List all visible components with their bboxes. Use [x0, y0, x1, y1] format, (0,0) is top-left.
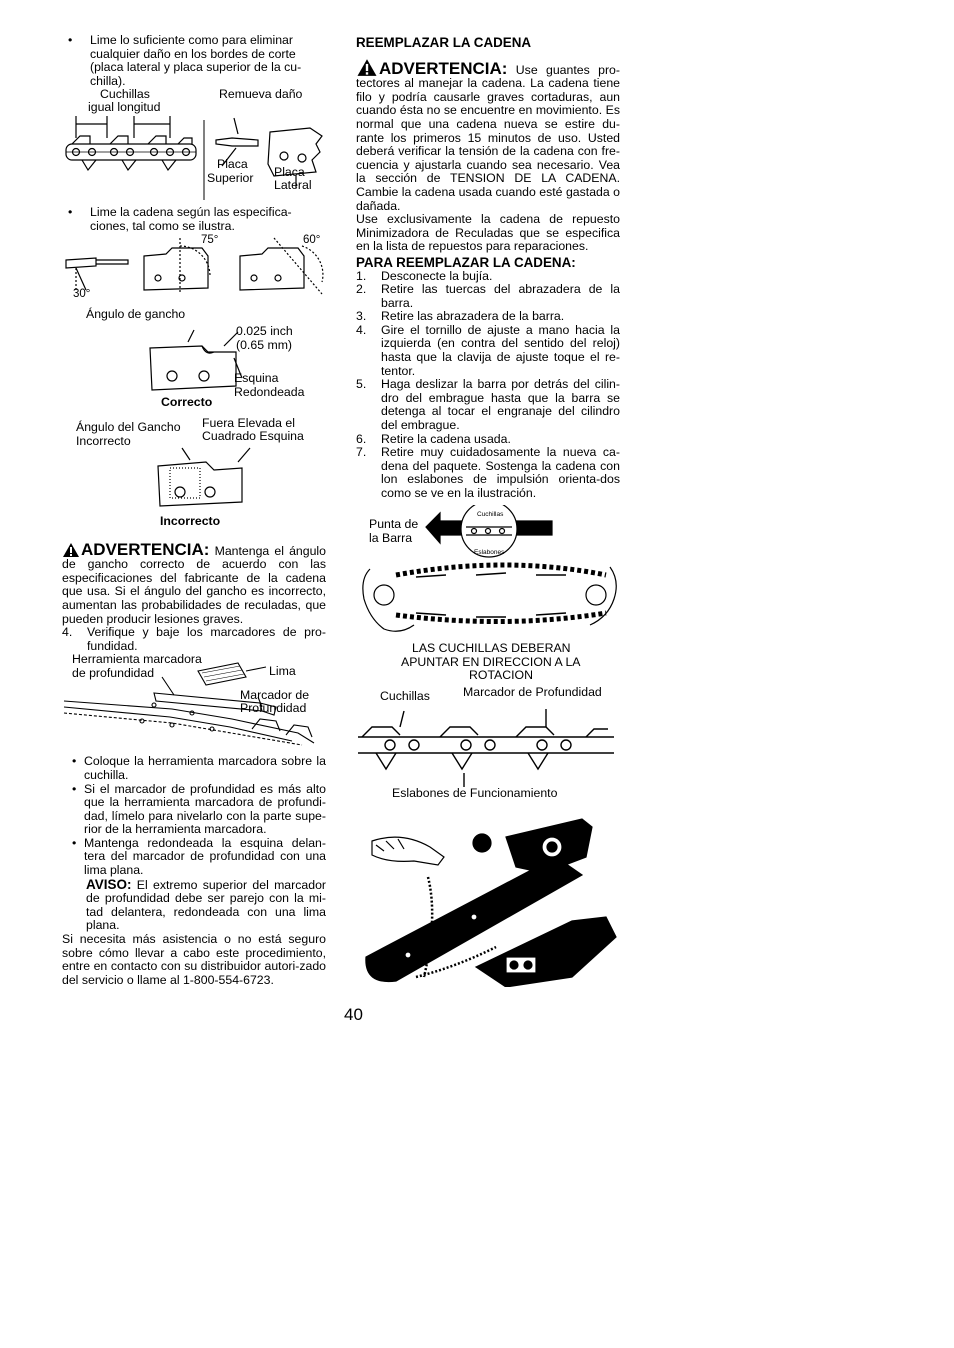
step-2: [356, 283, 620, 310]
step-number: 7.: [356, 445, 367, 460]
label-herramienta-2: de profundidad: [72, 666, 155, 681]
label-placa-lateral-1: Placa: [274, 165, 305, 180]
bullet-mark: •: [68, 33, 73, 47]
label-angle-30: 30°: [73, 287, 91, 300]
right-column: [356, 36, 620, 987]
step-6: [356, 433, 620, 447]
step-1: [356, 270, 620, 284]
sub-bullet-text: Coloque la herramienta marcadora sobre la cuchilla.: [84, 754, 326, 782]
step-4: [356, 324, 620, 378]
label-angle-60: 60°: [303, 233, 321, 246]
step-7: [356, 446, 620, 500]
figure-cutter-damage: [62, 88, 326, 200]
step-text: Retire muy cuidadosamente la nueva ca-dena del paquete. Sostenga la cadena con lon eslabones de impulsión orienta-dos como se ve en la ilustración.: [381, 445, 620, 500]
step-number: 3.: [356, 309, 367, 324]
sub-bullet-1: [62, 755, 326, 782]
label-mini-eslabones: Eslabones: [474, 548, 505, 556]
figure-chain-orientation: [356, 505, 620, 691]
label-igual-longitud: igual longitud: [88, 100, 161, 115]
warning-label: ADVERTENCIA:: [81, 539, 210, 559]
label-marcador-profundidad: Marcador de Profundidad: [463, 684, 602, 699]
label-fuera-elevada-2: Cuadrado Esquina: [202, 428, 304, 443]
step-number: 1.: [356, 268, 367, 283]
sub-bullet-3: [62, 837, 326, 878]
step-4: [62, 626, 326, 653]
warning-text: Mantenga el ángulo de gancho correcto de acuerdo con las especificaciones del fabricante de la cadena que usa. Si el ángulo del gancho es incorrecto, aumentan las probabilidades de reculadas, que pueden producir lesiones graves.: [62, 543, 326, 626]
label-fuera-elevada-1: Fuera Elevada el: [202, 415, 295, 430]
bullet-file-specs: [62, 206, 326, 233]
sub-bullet-text: Si el marcador de profundidad es más alto que la herramienta marcadora de profundi-dad, límelo para nivelarlo con la parte supe-rior de la herramienta marcadora.: [84, 781, 326, 837]
figure-file-angles: [62, 234, 326, 536]
label-angulo-gancho: Ángulo de gancho: [86, 306, 186, 321]
bullet-text: Lime lo suficiente como para eliminar cualquier daño en los bordes de corte (placa lateral y placa superior de la cu-chilla).: [90, 33, 302, 88]
label-angulo-incorrecto-1: Ángulo del Gancho: [76, 419, 181, 434]
step-text: Verifique y baje los marcadores de pro-fundidad.: [87, 625, 326, 653]
bullet-text: Lime la cadena según las especifica-ciones, tal como se ilustra.: [90, 205, 292, 233]
replacement-chain-paragraph: Use exclusivamente la cadena de repuesto Minimizadora de Reculadas que se especifica en la lista de repuestos para reparaciones.: [356, 212, 620, 254]
bullet-mark: •: [72, 835, 77, 850]
step-number: 4.: [62, 625, 73, 640]
label-cuchillas: Cuchillas: [380, 688, 430, 703]
label-placa-lateral-2: Lateral: [274, 178, 312, 193]
label-punta-barra-1: Punta de: [369, 516, 419, 531]
notice-text: El extremo superior del marcador de profundidad debe ser parejo con la mi-tad delantera, redondeada con una lima plana.: [86, 877, 327, 933]
step-number: 2.: [356, 282, 367, 297]
label-lima: Lima: [269, 664, 296, 679]
label-herramienta-1: Herramienta marcadora: [72, 652, 202, 667]
bar-install-illustration: [356, 817, 620, 987]
label-placa-superior-2: Superior: [207, 171, 254, 186]
bullet-file-damage: [62, 34, 326, 88]
chain-parts-illustration: [356, 688, 620, 821]
warning-hook-angle: [62, 539, 326, 627]
heading-to-replace: PARA REEMPLAZAR LA CADENA:: [356, 254, 576, 270]
label-correcto: Correcto: [161, 394, 213, 409]
figure-chain-parts: [356, 684, 620, 821]
label-mini-cuchillas: Cuchillas: [477, 510, 504, 518]
label-punta-barra-2: la Barra: [369, 530, 413, 545]
warning-label: ADVERTENCIA:: [379, 58, 508, 78]
label-marcador-2: Profundidad: [240, 701, 307, 716]
label-remueva-dano: Remueva daño: [219, 87, 303, 102]
heading-replace-chain: REEMPLAZAR LA CADENA: [356, 35, 532, 50]
warning-icon: [62, 542, 80, 558]
caption-line-1: LAS CUCHILLAS DEBERAN: [412, 640, 571, 655]
sub-bullet-2: [62, 783, 326, 837]
label-incorrecto: Incorrecto: [160, 513, 221, 528]
notice: [62, 878, 326, 933]
label-eslabones-funcionamiento: Eslabones de Funcionamiento: [392, 785, 558, 800]
warning-icon: [356, 58, 378, 77]
bullet-mark: •: [72, 754, 77, 769]
caption-line-2: APUNTAR EN DIRECCION A LA: [401, 654, 581, 669]
label-mm: (0.65 mm): [236, 337, 293, 352]
step-number: 6.: [356, 431, 367, 446]
label-angulo-incorrecto-2: Incorrecto: [76, 433, 131, 448]
label-esquina-1: Esquina: [234, 370, 279, 385]
notice-label: AVISO:: [86, 876, 132, 892]
label-placa-superior-1: Placa: [217, 157, 248, 172]
step-number: 5.: [356, 377, 367, 392]
label-inch: 0.025 inch: [236, 323, 293, 338]
page-number: 40: [344, 1005, 363, 1024]
label-marcador-1: Marcador de: [240, 688, 310, 703]
bullet-mark: •: [68, 205, 73, 220]
figure-bar-install: [356, 817, 620, 987]
step-text: Retire las abrazadera de la barra.: [381, 309, 565, 324]
warning-gloves: [356, 58, 620, 214]
left-column: [62, 34, 326, 987]
bullet-mark: •: [72, 781, 77, 796]
label-cuchillas: Cuchillas: [100, 87, 150, 102]
step-number: 4.: [356, 322, 367, 337]
warning-text: Use guantes pro-tectores al manejar la cadena. La cadena tiene filo y podría causarle graves cortaduras, aun cuando ésta no se encuentre en movimiento. Es normal que una cadena nueva se estire du-rante los primeros 15 minutos de uso. Usted deberá verificar la tensión de la cadena con fre-cuencia y ajustarla cuando sea necesario. Vea la sección de TENSION DE LA CADENA. Cambie la cadena usada cuando esté gastada o dañada.: [356, 62, 620, 213]
label-angle-75: 75°: [201, 233, 219, 246]
closing-paragraph: Si necesita más asistencia o no está seguro sobre cómo llevar a cabo este procedimiento, entre en contacto con su distribuidor autori-zado del servicio o llame al 1-800-554-6723.: [62, 932, 326, 987]
caption-line-3: ROTACION: [469, 667, 533, 682]
step-text: Retire las tuercas del abrazadera de la barra.: [381, 282, 620, 310]
step-3: [356, 310, 620, 324]
step-text: Haga deslizar la barra por detrás del cilin-dro del embrague hasta que la barra se detenga al tocar el engranaje del cilindro del embrague.: [381, 377, 620, 433]
label-esquina-2: Redondeada: [234, 384, 305, 399]
sub-bullet-text: Mantenga redondeada la esquina delan-tera del marcador de profundidad con una lima plana.: [84, 835, 326, 878]
step-text: Gire el tornillo de ajuste a mano hacia la izquierda (en contra del sentido del reloj) hasta que la clavija de ajuste toque el re-tentor.: [381, 322, 620, 378]
step-5: [356, 378, 620, 432]
step-text: Retire la cadena usada.: [381, 431, 511, 446]
step-text: Desconecte la bujía.: [381, 268, 493, 283]
figure-depth-gauge: [62, 653, 326, 755]
